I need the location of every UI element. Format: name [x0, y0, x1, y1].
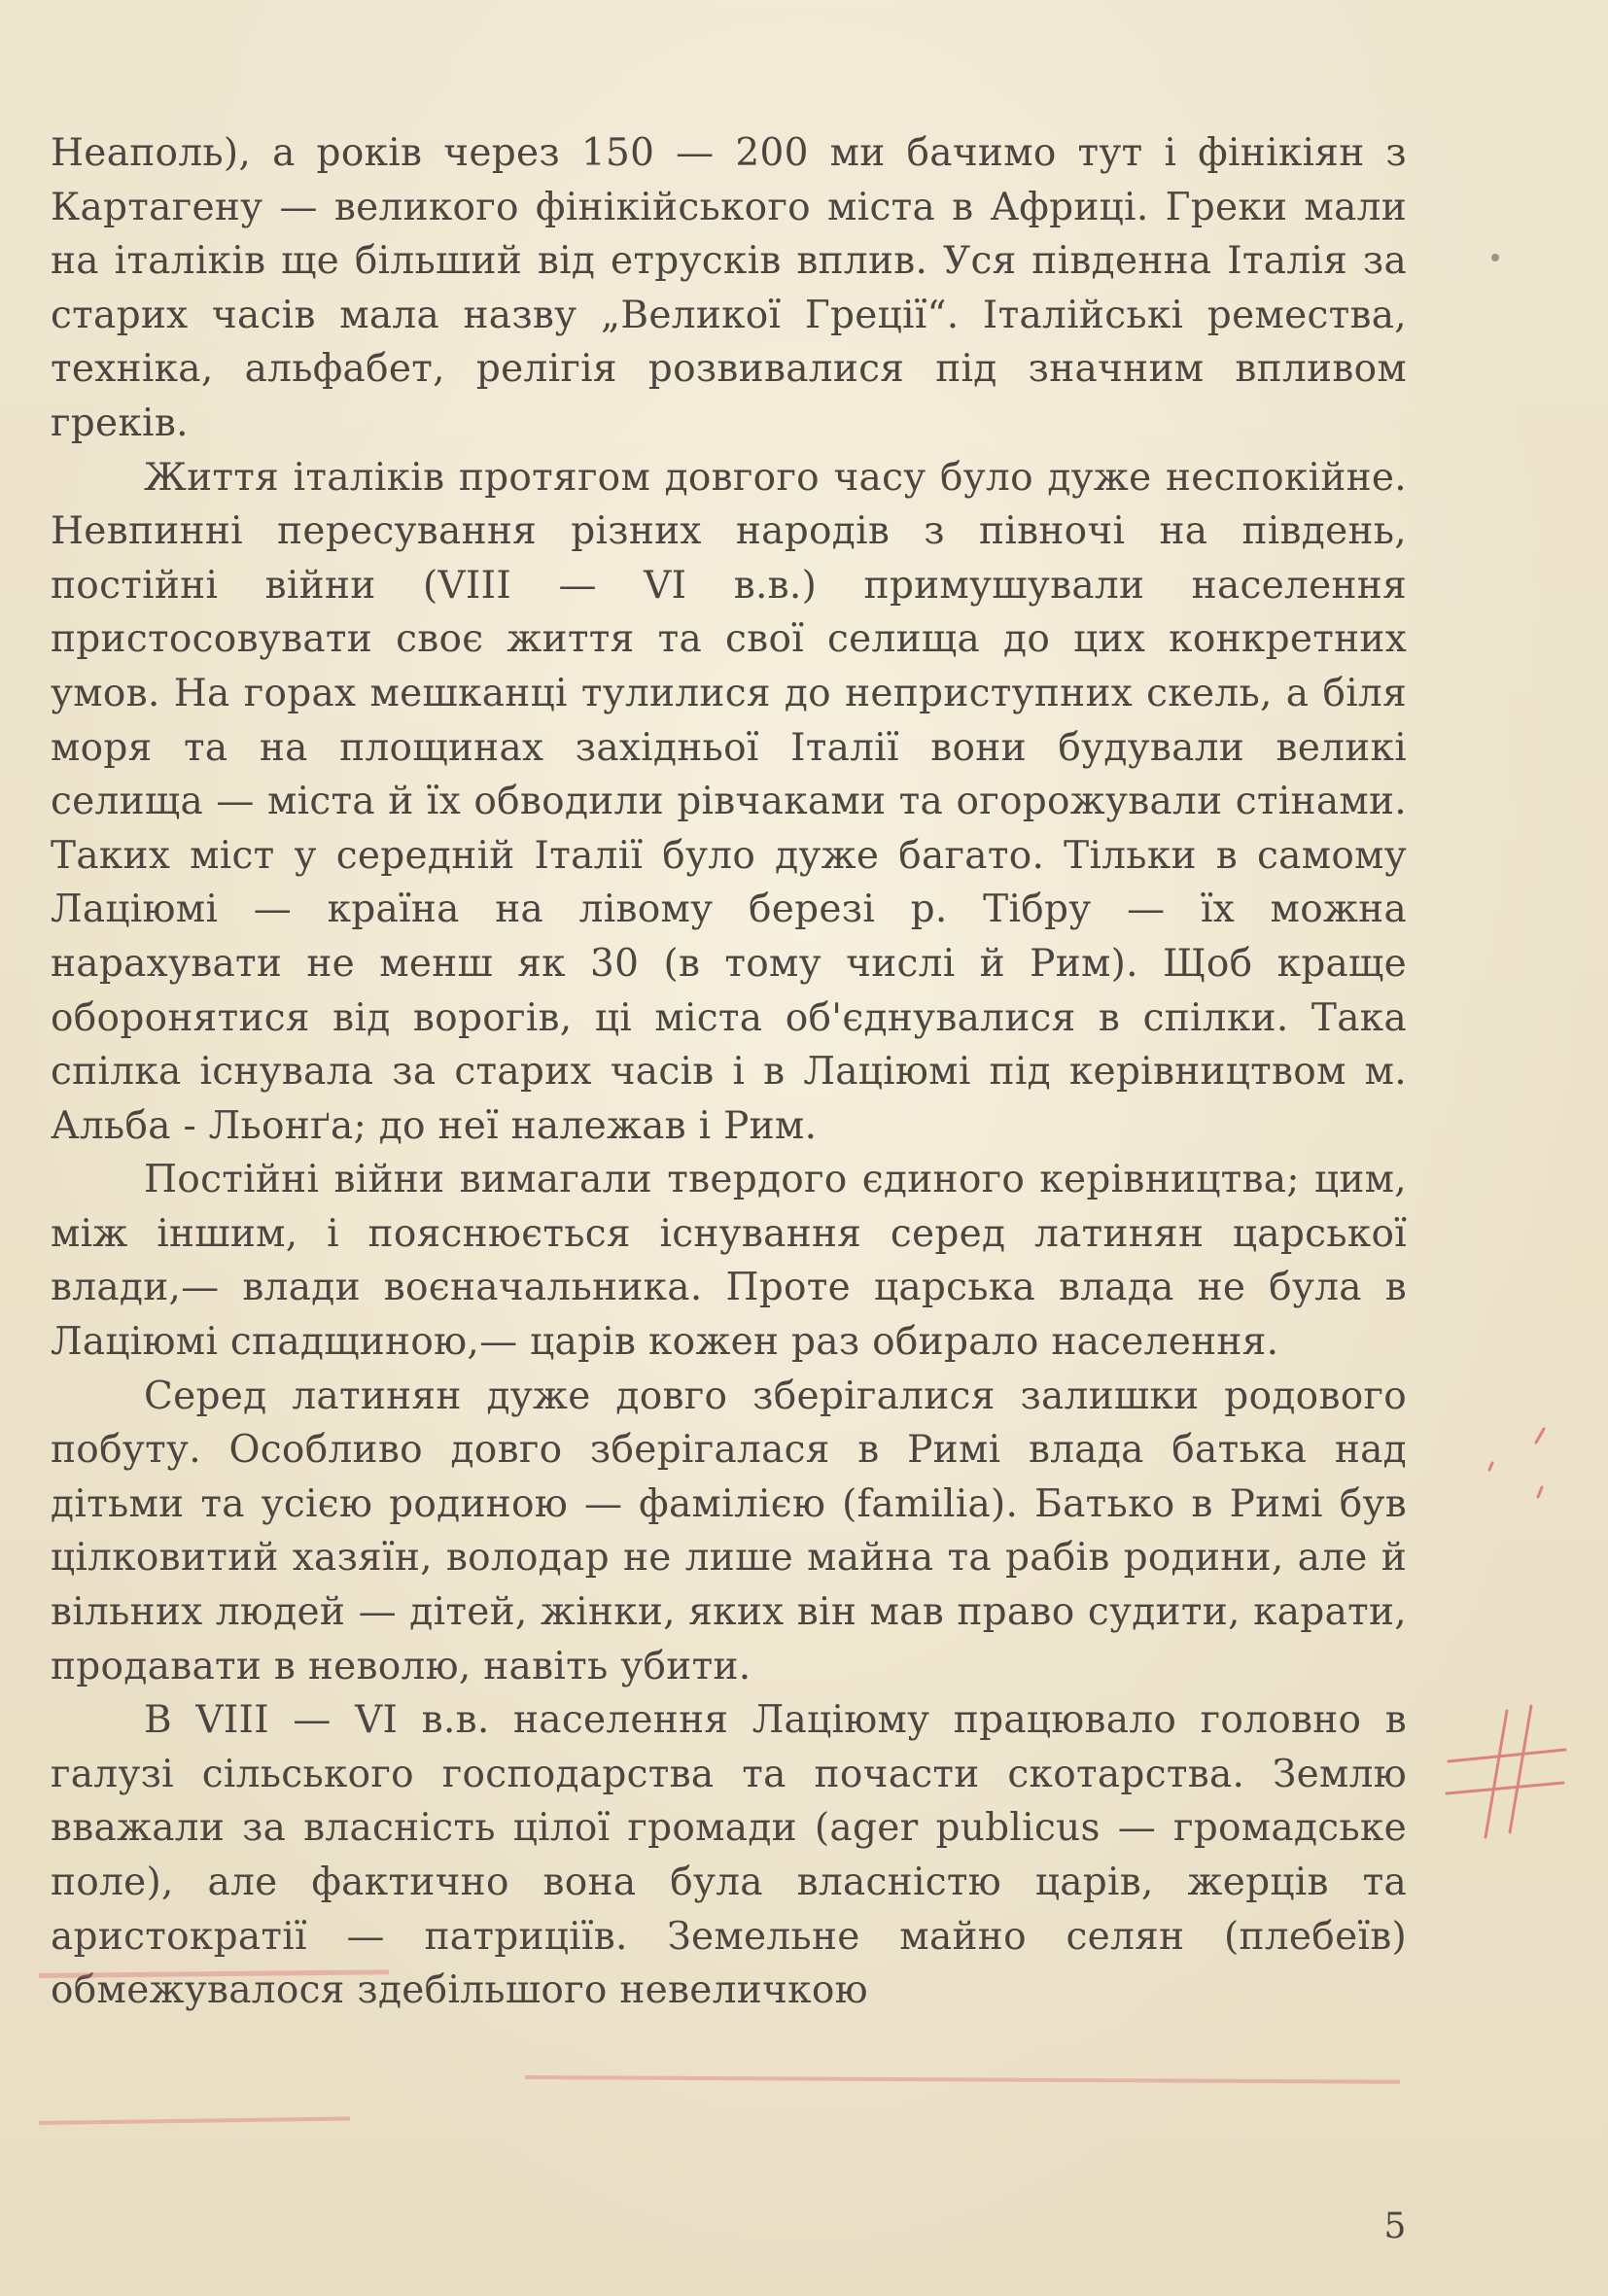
paragraph-1: Неаполь), а років через 150 — 200 ми бачимо тут і фінікіян з Картагену — великого фінікійського міста в Африці. Греки мали на італіків ще більший від етрусків вплив. Уся південна Італія за старих часів мала назву „Великої Греції“. Італійські ремества, техніка, альфабет, релігія розвивалися під значним впливом греків. [51, 131, 1407, 445]
page-number: 5 [1383, 2207, 1407, 2246]
paragraph-3: Постійні війни вимагали твердого єдиного керівництва; цим, між іншим, і пояснюється існування серед латинян царської влади,— влади воєначальника. Проте царська влада не була в Лаціюмі спадщиною,— царів кожен раз обирало населення. [51, 1158, 1407, 1365]
paragraph-5: В VIII — VI в.в. населення Лаціюму працювало головно в галузі сільського господарства та почасти скотарства. Землю вважали за власність цілої громади (ager publicus — громадське поле), але фактично вона була власністю царів, жерців та аристократії — патриціїв. Земельне майно селян (плебеїв) обмежувалося здебільшого невеличкою [51, 1698, 1407, 2013]
paragraph-2: Життя італіків протягом довгого часу було дуже неспокійне. Невпинні пересування різних народів з півночі на південь, постійні війни (VIII — VI в.в.) примушували населення пристосовувати своє життя та свої селища до цих конкретних умов. На горах мешканці тулилися до неприступних скель, а біля моря та на площинах західньої Італії вони будували великі селища — міста й їх обводили рівчаками та огорожували стінами. Таких міст у середній Італії було дуже багато. Тільки в самому Лаціюмі — країна на лівому березі р. Тібру — їх можна нарахувати не менш як 30 (в тому числі й Рим). Щоб краще оборонятися від ворогів, ці міста об'єднувалися в спілки. Така спілка існувала за старих часів і в Лаціюмі під керівництвом м. Альба - Льонґа; до неї належав і Рим. [51, 455, 1407, 1148]
paragraph-4: Серед латинян дуже довго зберігалися залишки родового побуту. Особливо довго зберігалася в Римі влада батька над дітьми та усією родиною — фамілією (familia). Батько в Римі був цілковитий хазяїн, володар не лише майна та рабів родини, але й вільних людей — дітей, жінки, яких він мав право судити, карати, продавати в неволю, навіть убити. [51, 1374, 1407, 1688]
body-text [51, 126, 1407, 2018]
